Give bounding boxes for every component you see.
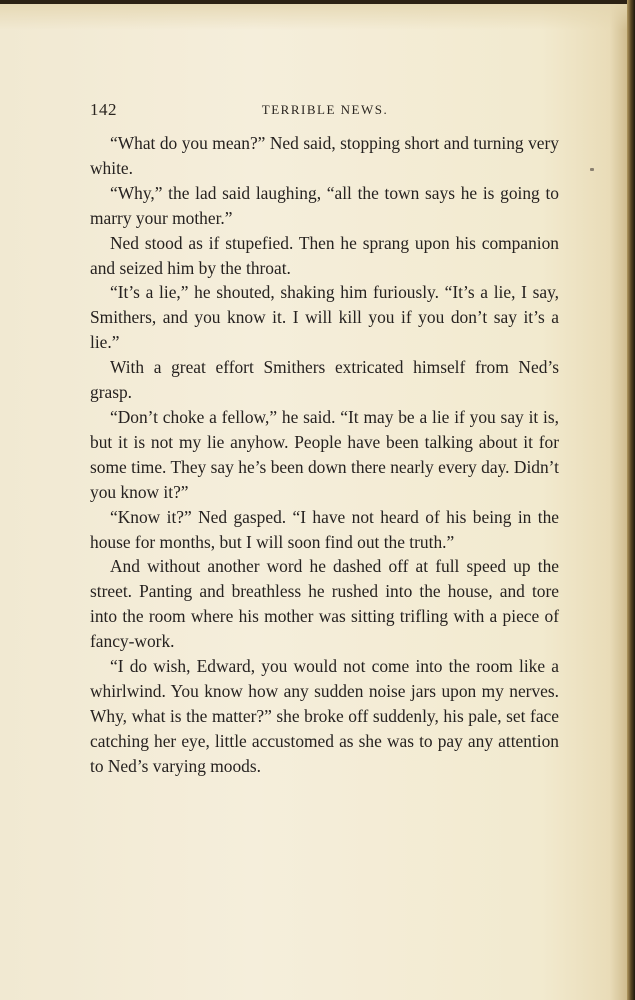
paragraph: “Know it?” Ned gasped. “I have not heard of his being in the house for months, but I will soon find out the truth.” <box>90 506 559 552</box>
paragraph: And without another word he dashed off at full speed up the street. Panting and breathless he rushed into the house, and tore into the room where his mother was sitting trifling with a piece of fancy-work. <box>90 556 559 652</box>
page-binding-edge <box>627 0 635 1000</box>
paragraph: “What do you mean?” Ned said, stopping short and turning very white. <box>90 133 559 178</box>
page-header <box>90 100 560 124</box>
page-number: 142 <box>90 100 117 119</box>
page-top-edge <box>0 0 635 4</box>
body-text <box>90 131 559 779</box>
paragraph: Ned stood as if stupefied. Then he sprang upon his companion and seized him by the throat. <box>90 232 559 278</box>
paragraph: With a great effort Smithers extricated himself from Ned’s grasp. <box>90 357 559 403</box>
margin-speck <box>590 168 594 171</box>
paragraph: “It’s a lie,” he shouted, shaking him furiously. “It’s a lie, I say, Smithers, and you know it. I will kill you if you don’t say it’s a lie.” <box>90 282 559 353</box>
paragraph: “Don’t choke a fellow,” he said. “It may be a lie if you say it is, but it is not my lie anyhow. People have been talking about it for some time. They say he’s been down there nearly every day. Didn’t you know it?” <box>90 406 559 502</box>
running-head: TERRIBLE NEWS. <box>261 102 389 117</box>
paragraph: “Why,” the lad said laughing, “all the town says he is going to marry your mother.” <box>90 182 559 228</box>
paragraph: “I do wish, Edward, you would not come into the room like a whirlwind. You know how any sudden noise jars upon my nerves. Why, what is the matter?” she broke off suddenly, his pale, set face catching her eye, little accustomed as she was to pay any attention to Ned’s varying moods. <box>90 656 559 776</box>
